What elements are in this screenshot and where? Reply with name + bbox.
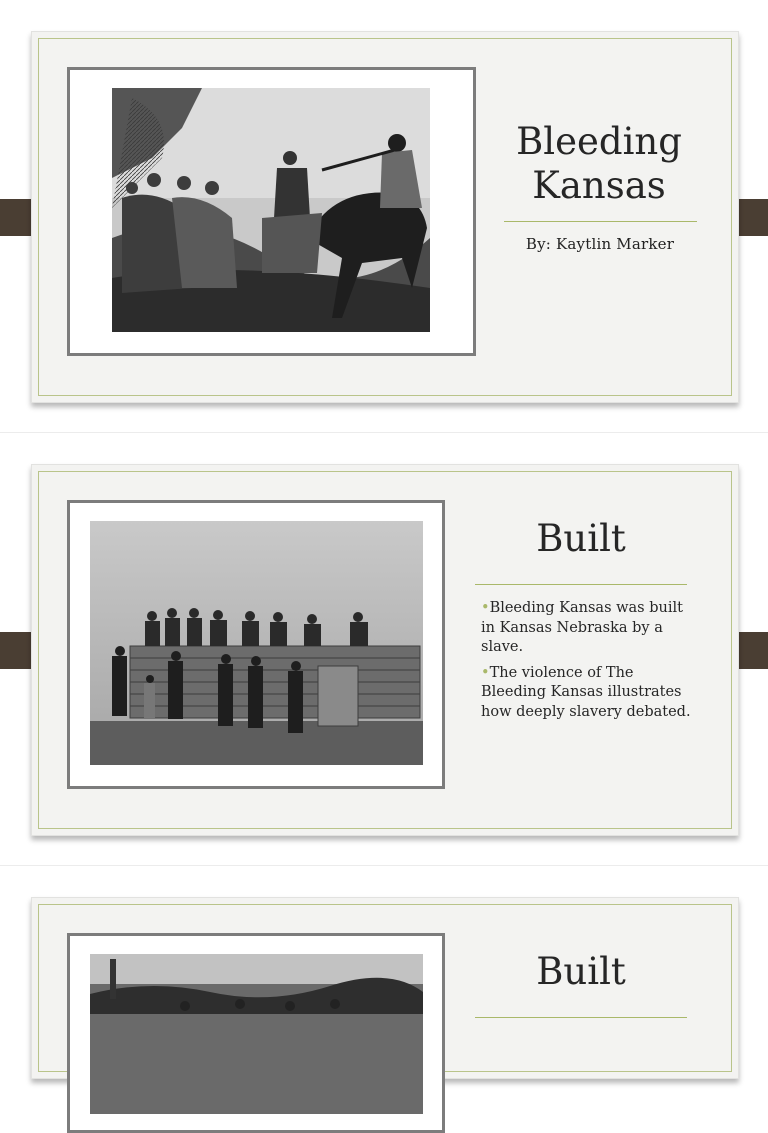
bullet-text: Bleeding Kansas was built in Kansas Nebraska by a slave. <box>481 600 683 655</box>
title-line-1: Bleeding <box>516 120 682 163</box>
cabin-photo <box>90 521 423 765</box>
bullet-list <box>481 599 695 728</box>
slide-1[interactable] <box>0 0 768 432</box>
photo-frame <box>67 500 445 789</box>
bullet-item <box>481 599 695 658</box>
engraving-image <box>112 88 430 332</box>
slide-2[interactable] <box>0 433 768 865</box>
slide-title: Built <box>536 950 626 993</box>
slide-3[interactable] <box>0 866 768 1024</box>
bullet-text: The violence of The Bleeding Kansas illustrates how deeply slavery debated. <box>481 664 691 720</box>
title-divider <box>504 221 697 222</box>
cabin-photo-illustration <box>90 521 423 765</box>
slide-title: Built <box>536 517 626 560</box>
group-photo-illustration <box>90 954 423 1114</box>
slide-card <box>31 31 739 403</box>
engraving-illustration <box>112 88 430 332</box>
slide-title <box>496 120 702 209</box>
photo-frame <box>67 933 445 1133</box>
title-divider <box>475 1017 687 1018</box>
slide-card <box>31 464 739 836</box>
title-line-2: Kansas <box>532 164 666 208</box>
title-divider <box>475 584 687 585</box>
group-photo <box>90 954 423 1114</box>
bullet-dot-icon: • <box>481 664 490 681</box>
author-byline: By: Kaytlin Marker <box>525 235 675 253</box>
photo-frame <box>67 67 476 356</box>
bullet-item <box>481 664 695 723</box>
slide-card <box>31 897 739 1079</box>
bullet-dot-icon: • <box>481 600 490 616</box>
